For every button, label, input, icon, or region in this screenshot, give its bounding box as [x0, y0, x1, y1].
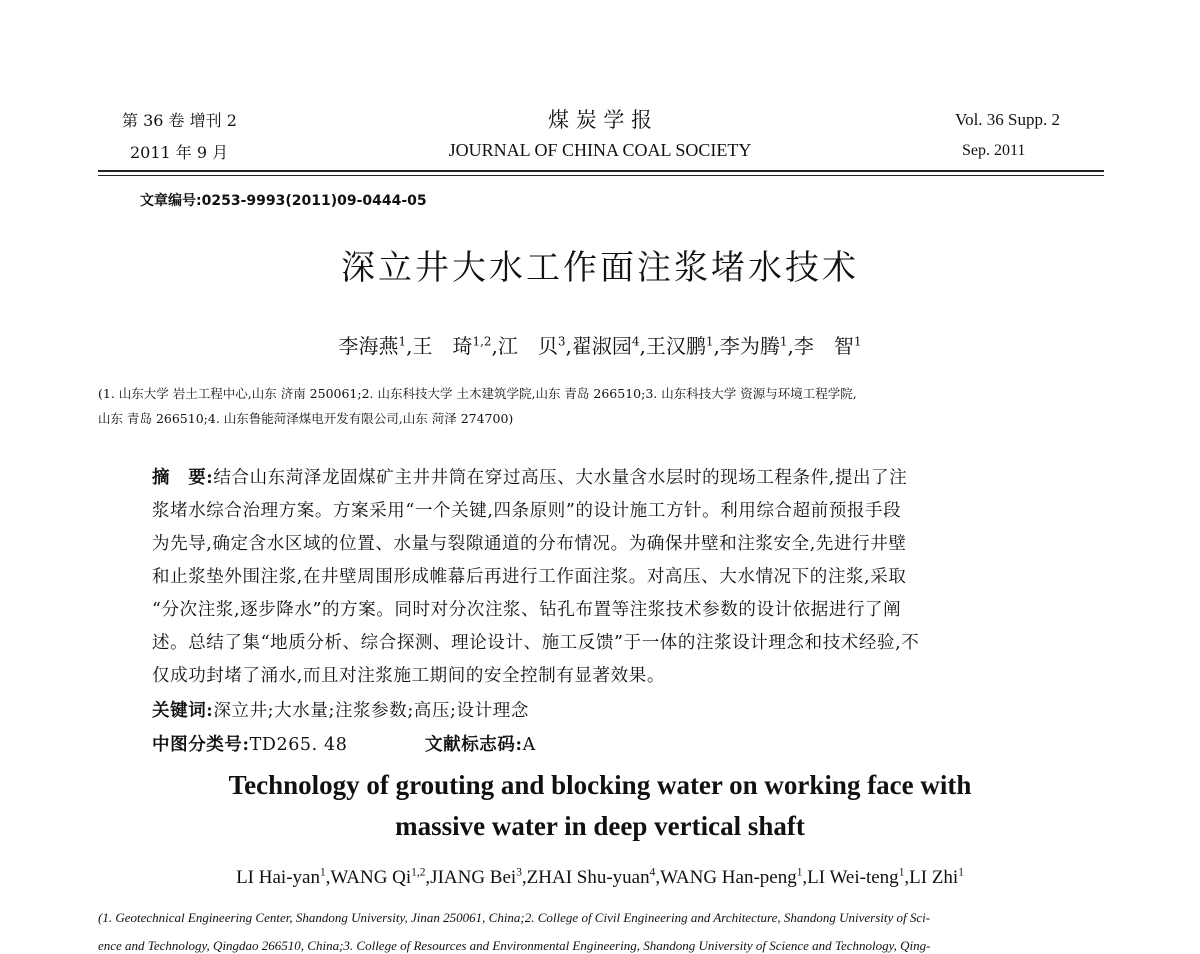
author-cn: 翟淑园$^4$ [571, 334, 640, 358]
affiliation-en-line: ence and Technology, Qingdao 266510, China;3. College of Resources and Environmental Engineering, Shandong University of Science and Technology, Qing- [98, 938, 931, 953]
author-en: JIANG Bei$^3$ [430, 866, 522, 888]
title-cn: 深立井大水工作面注浆堵水技术 [341, 248, 859, 288]
author-cn: 王汉鹏$^1$ [645, 334, 714, 358]
header-rule-top [98, 170, 1104, 172]
authors-cn: 李海燕$^1$,王 琦$^{1,2}$,江 贝$^3$,翟淑园$^4$,王汉鹏$^1$,李为腾$^1$,李 智$^1$ [338, 334, 862, 358]
author-en: LI Wei-teng$^1$ [807, 866, 905, 888]
authors-en: LI Hai-yan$^1$,WANG Qi$^{1,2}$,JIANG Bei$^3$,ZHAI Shu-yuan$^4$,WANG Han-peng$^1$,LI Wei-teng$^1$,LI Zhi$^1$ [236, 866, 964, 888]
affiliation-cn-line: (1. 山东大学 岩土工程中心,山东 济南 250061;2. 山东科技大学 土木建筑学院,山东 青岛 266510;3. 山东科技大学 资源与环境工程学院, [98, 386, 857, 401]
author-cn: 江 贝$^3$ [497, 334, 566, 358]
title-en-line: massive water in deep vertical shaft [395, 811, 805, 841]
header-rule-bottom [98, 175, 1104, 176]
date-cn: 2011 年 9 月 [130, 143, 229, 162]
abstract-line: 仅成功封堵了涌水,而且对注浆施工期间的安全控制有显著效果。 [152, 666, 665, 686]
author-cn: 王 琦$^{1,2}$ [412, 334, 492, 358]
abstract-line: 和止浆垫外围注浆,在井壁周围形成帷幕后再进行工作面注浆。对高压、大水情况下的注浆,采取 [152, 567, 907, 587]
classification: 中图分类号:TD265. 48 [152, 735, 348, 755]
abstract-line: “分次注浆,逐步降水”的方案。同时对分次注浆、钻孔布置等注浆技术参数的设计依据进行了阐 [152, 600, 902, 620]
volume-issue: 第 36 卷 增刊 2 [122, 111, 237, 130]
author-cn: 李海燕$^1$ [338, 334, 407, 358]
author-en: ZHAI Shu-yuan$^4$ [526, 866, 656, 888]
author-en: WANG Han-peng$^1$ [660, 866, 803, 888]
document-code: 文献标志码:A [425, 735, 536, 755]
affiliation-en-line: (1. Geotechnical Engineering Center, Shandong University, Jinan 250061, China;2. College of Civil Engineering and Architecture, Shandong University of Sci- [98, 910, 931, 925]
journal-title-en: JOURNAL OF CHINA COAL SOCIETY [448, 140, 752, 160]
affiliation-cn-line: 山东 青岛 266510;4. 山东鲁能菏泽煤电开发有限公司,山东 菏泽 274700) [98, 411, 514, 426]
keywords: 关键词:深立井;大水量;注浆参数;高压;设计理念 [152, 701, 529, 721]
abstract-line: 浆堵水综合治理方案。方案采用“一个关键,四条原则”的设计施工方针。利用综合超前预报手段 [152, 501, 902, 521]
abstract-label: 摘 要: [152, 468, 214, 488]
author-en: LI Hai-yan$^1$ [236, 866, 326, 888]
article-number: 文章编号:0253-9993(2011)09-0444-05 [140, 193, 427, 209]
abstract-line: 述。总结了集“地质分析、综合探测、理论设计、施工反馈”于一体的注浆设计理念和技术经验,不 [152, 633, 920, 653]
author-en: LI Zhi$^1$ [909, 866, 964, 888]
abstract-line: 为先导,确定含水区域的位置、水量与裂隙通道的分布情况。为确保井壁和注浆安全,先进行井壁 [152, 534, 907, 554]
abstract-line: 摘 要:结合山东菏泽龙固煤矿主井井筒在穿过高压、大水量含水层时的现场工程条件,提出了注 [152, 468, 908, 488]
journal-title-cn: 煤 炭 学 报 [547, 108, 653, 132]
author-en: WANG Qi$^{1,2}$ [330, 866, 426, 888]
title-en-line: Technology of grouting and blocking water on working face with [228, 770, 972, 800]
author-cn: 李 智$^1$ [793, 334, 862, 358]
volume-en: Vol. 36 Supp. 2 [955, 110, 1061, 129]
author-cn: 李为腾$^1$ [719, 334, 788, 358]
date-en: Sep. 2011 [962, 142, 1026, 159]
